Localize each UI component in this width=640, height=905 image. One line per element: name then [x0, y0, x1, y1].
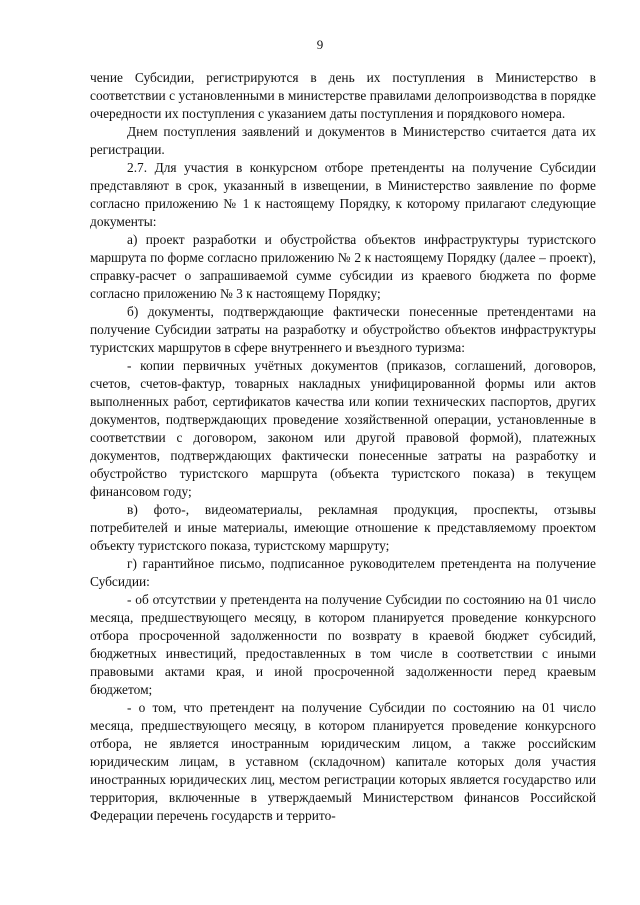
paragraph-item-g: г) гарантийное письмо, подписанное руководителем претендента на получение Субсидии:: [90, 556, 596, 589]
paragraph-item-b: б) документы, подтверждающие фактически понесенные претендентами на получение Субсидии затраты на разработку и обустройство объектов инфраструктуры туристских маршрутов в сфере внутреннего и въездного туризма:: [90, 304, 596, 355]
page-number: 9: [316, 37, 324, 52]
paragraph-item-b-list: - копии первичных учётных документов (приказов, соглашений, договоров, счетов, счетов-фактур, товарных накладных унифицированной формы или актов выполненных работ, сертификатов качества или копии технических паспортов, других документов, подтверждающих проведение хозяйственной операции, установленные в соответствии с договором, законом или другой правовой формой), платежных документов, подтверждающих фактически понесенные затраты на разработку и обустройство туристского маршрута (объекта туристского показа) в текущем финансовом году;: [90, 358, 596, 499]
paragraph-2-7: 2.7. Для участия в конкурсном отборе претенденты на получение Субсидии представляют в срок, указанный в извещении, в Министерство заявление по форме согласно приложению № 1 к настоящему Порядку, к которому прилагают следующие документы:: [90, 160, 596, 229]
paragraph-continuation: чение Субсидии, регистрируются в день их поступления в Министерство в соответствии с установленными в министерстве правилами делопроизводства в порядке очередности их поступления с указанием даты поступления и порядкового номера.: [90, 70, 596, 121]
document-body: [90, 69, 596, 825]
paragraph-item-g-foreign: - о том, что претендент на получение Субсидии по состоянию на 01 число месяца, предшествующего месяцу, в котором планируется проведение конкурсного отбора, не является иностранным юридическим лицом, а также российским юридическим лицам, в уставном (складочном) капитале которых доля участия иностранных юридических лиц, местом регистрации которых является государство или территория, включенные в утверждаемый Министерством финансов Российской Федерации перечень государств и террито-: [90, 700, 596, 823]
paragraph-item-g-debt: - об отсутствии у претендента на получение Субсидии по состоянию на 01 число месяца, предшествующего месяцу, в котором планируется проведение конкурсного отбора просроченной задолженности по возврату в краевой бюджет субсидий, бюджетных инвестиций, предоставленных в том числе в соответствии с иными правовыми актами края, и иной просроченной задолженности перед краевым бюджетом;: [90, 592, 596, 697]
paragraph-item-a: а) проект разработки и обустройства объектов инфраструктуры туристского маршрута по форме согласно приложению № 2 к настоящему Порядку (далее – проект), справку-расчет о запрашиваемой сумме субсидии из краевого бюджета по форме согласно приложению № 3 к настоящему Порядку;: [90, 232, 596, 301]
paragraph-registration-date: Днем поступления заявлений и документов в Министерство считается дата их регистрации.: [90, 124, 596, 157]
paragraph-item-v: в) фото-, видеоматериалы, рекламная продукция, проспекты, отзывы потребителей и иные материалы, имеющие отношение к представляемому проектом объекту туристского показа, туристскому маршруту;: [90, 502, 596, 553]
